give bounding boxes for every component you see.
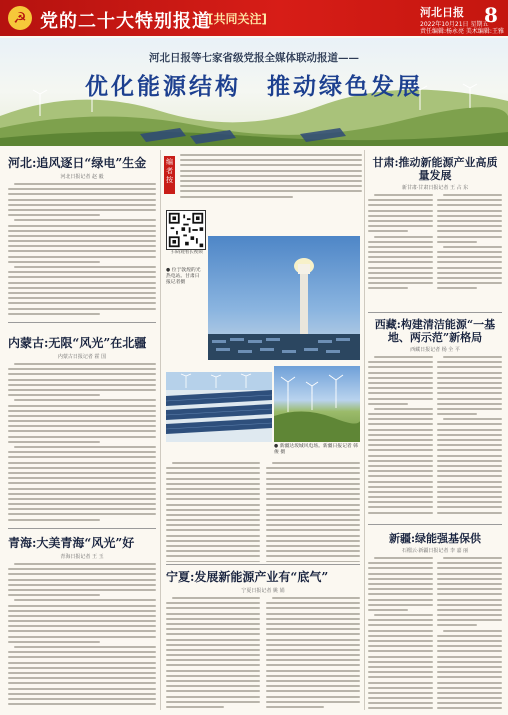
section-title: 党的二十大特别报道 bbox=[40, 11, 211, 32]
article-byline: 石榴云·新疆日报记者 李 嘉 丽 bbox=[401, 548, 469, 554]
column-divider bbox=[160, 150, 161, 710]
article-gansu bbox=[368, 150, 502, 310]
article-ningxia bbox=[166, 568, 360, 710]
page-number: 8 bbox=[484, 3, 498, 27]
article-title: 内蒙古:无限“风光”在北疆 bbox=[8, 336, 147, 350]
solar-tower-image bbox=[208, 236, 360, 360]
article-byline: 新甘肃·甘肃日报记者 王 占 东 bbox=[401, 185, 469, 191]
article-divider bbox=[368, 312, 502, 313]
photo-caption-tower: ● 位于敦煌的光热电站。甘肃日报记者摄 bbox=[166, 268, 201, 285]
editorial-body bbox=[180, 154, 362, 201]
article-title: 青海:大美青海“风光”好 bbox=[8, 536, 135, 550]
article-body bbox=[8, 563, 156, 705]
photo-windfarm bbox=[274, 366, 360, 442]
article-tibet bbox=[368, 316, 502, 516]
column-divider bbox=[364, 150, 365, 710]
article-body bbox=[166, 597, 360, 710]
solar-panels-image bbox=[166, 372, 272, 442]
article-byline: 西藏日报记者 杨 全 平 bbox=[410, 347, 460, 353]
editor-line: 责任编辑:杨永亮 美术编辑:王雅 bbox=[420, 28, 504, 35]
article-divider bbox=[8, 528, 156, 529]
banner bbox=[0, 38, 508, 146]
article-body bbox=[368, 194, 502, 293]
banner-subtitle: 河北日报等七家省级党报全媒体联动报道—— bbox=[149, 52, 359, 64]
article-title: 宁夏:发展新能源产业有“底气” bbox=[166, 570, 329, 584]
article-body bbox=[8, 363, 156, 521]
article-title: 新疆:绿能强基保供 bbox=[388, 532, 482, 545]
section-header bbox=[0, 0, 508, 36]
party-emblem-icon: ☭ bbox=[8, 6, 32, 30]
photo-solar-tower bbox=[208, 236, 360, 360]
article-title: 西藏:构建清洁能源“一基地、两示范”新格局 bbox=[374, 318, 496, 344]
article-divider bbox=[368, 524, 502, 525]
masthead: 河北日报 bbox=[420, 6, 464, 19]
photo-caption-windfarm: ● 新疆达坂城风电场。新疆日报记者 韩俊 摄 bbox=[274, 444, 358, 455]
article-byline: 青海日报记者 王 玉 bbox=[60, 554, 104, 560]
article-inner-mongolia bbox=[8, 326, 156, 522]
article-xinjiang bbox=[368, 528, 502, 710]
article-continuation bbox=[166, 462, 360, 562]
qr-code[interactable] bbox=[166, 210, 206, 250]
article-body bbox=[368, 557, 502, 710]
article-qinghai bbox=[8, 532, 156, 710]
article-title: 甘肃:推动新能源产业高质量发展 bbox=[372, 156, 498, 182]
issue-date: 2022年10月21日 星期五 bbox=[420, 21, 489, 28]
article-divider bbox=[166, 564, 360, 565]
article-byline: 内蒙古日报记者 霍 国 bbox=[57, 354, 107, 360]
article-divider bbox=[8, 322, 156, 323]
editorial-tag: 编者按 bbox=[164, 156, 175, 194]
qr-caption: 扫码观看长视频 bbox=[171, 250, 203, 255]
article-byline: 河北日报记者 赵 毅 bbox=[60, 174, 104, 180]
column-tag: [共同关注] bbox=[208, 12, 267, 26]
article-byline: 宁夏日报记者 姚 娟 bbox=[241, 588, 285, 594]
photo-solar-panels bbox=[166, 372, 272, 442]
article-title: 河北:追风逐日“绿电”生金 bbox=[8, 156, 147, 170]
windfarm-image bbox=[274, 366, 360, 442]
article-body bbox=[368, 356, 502, 516]
banner-title: 优化能源结构 推动绿色发展 bbox=[85, 73, 423, 100]
